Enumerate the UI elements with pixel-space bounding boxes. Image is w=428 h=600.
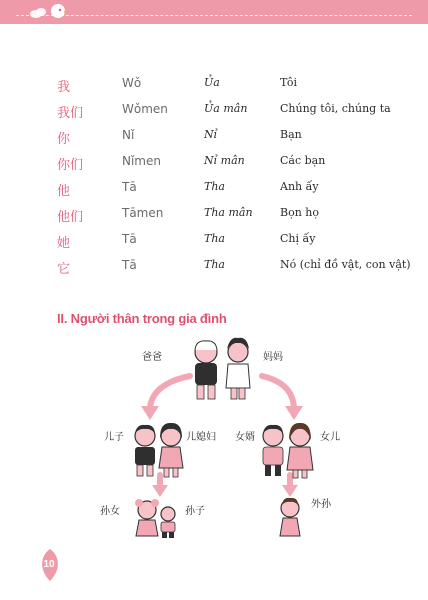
pinyin-cell: Wǒmen bbox=[122, 102, 168, 116]
label-daughter: 女儿 bbox=[320, 432, 340, 443]
meaning-cell: Nó (chỉ đồ vật, con vật) bbox=[280, 258, 411, 271]
granddaughter-figure bbox=[135, 499, 159, 536]
maternal-grandchild-figure bbox=[280, 498, 300, 536]
pinyin-cell: Tā bbox=[122, 180, 137, 194]
pinyin-cell: Wǒ bbox=[122, 76, 142, 90]
label-maternal-grandchild: 外孙 bbox=[311, 499, 331, 510]
pronunciation-cell: Ủa bbox=[204, 76, 220, 89]
pronunciation-cell: Tha bbox=[204, 180, 225, 193]
grandfather-figure bbox=[195, 341, 217, 399]
label-daughter-in-law: 儿媳妇 bbox=[186, 432, 216, 443]
meaning-cell: Tôi bbox=[280, 76, 298, 89]
grandson-figure bbox=[161, 507, 175, 538]
arrow-left-icon bbox=[141, 376, 190, 420]
pinyin-cell: Tā bbox=[122, 232, 137, 246]
pinyin-cell: Tāmen bbox=[122, 206, 164, 220]
label-grandson: 孙子 bbox=[185, 506, 205, 517]
pinyin-cell: Tā bbox=[122, 258, 137, 272]
section-title: II. Người thân trong gia đình bbox=[57, 311, 227, 326]
daughter-in-law-figure bbox=[159, 423, 183, 477]
pronunciation-cell: Tha bbox=[204, 232, 225, 245]
meaning-cell: Bọn họ bbox=[280, 206, 319, 219]
pronunciation-cell: Tha mân bbox=[204, 206, 253, 219]
hanzi-cell: 它 bbox=[57, 262, 71, 277]
meaning-cell: Anh ấy bbox=[280, 180, 319, 193]
hanzi-cell: 他 bbox=[57, 184, 71, 199]
label-grandfather: 爸爸 bbox=[142, 352, 162, 363]
meaning-cell: Chúng tôi, chúng ta bbox=[280, 102, 391, 115]
label-son-in-law: 女婿 bbox=[235, 432, 255, 443]
label-grandmother: 妈妈 bbox=[263, 352, 283, 363]
meaning-cell: Các bạn bbox=[280, 154, 326, 167]
pinyin-cell: Nǐ bbox=[122, 128, 135, 142]
hanzi-cell: 我们 bbox=[57, 106, 84, 121]
label-granddaughter: 孙女 bbox=[100, 506, 120, 517]
pronunciation-cell: Tha bbox=[204, 258, 225, 271]
meaning-cell: Chị ấy bbox=[280, 232, 316, 245]
daughter-figure bbox=[287, 423, 313, 478]
hanzi-cell: 你 bbox=[57, 132, 71, 147]
pronunciation-cell: Nỉ bbox=[204, 128, 218, 141]
hanzi-cell: 我 bbox=[57, 80, 71, 95]
pinyin-cell: Nǐmen bbox=[122, 154, 161, 168]
pronunciation-cell: Nỉ mân bbox=[204, 154, 245, 167]
pronunciation-cell: Ủa mân bbox=[204, 102, 248, 115]
hanzi-cell: 他们 bbox=[57, 210, 84, 225]
arrow-right-icon bbox=[262, 376, 303, 420]
hanzi-cell: 你们 bbox=[57, 158, 84, 173]
hanzi-cell: 她 bbox=[57, 236, 71, 251]
grandmother-figure bbox=[226, 338, 250, 399]
label-son: 儿子 bbox=[104, 432, 124, 443]
son-in-law-figure bbox=[263, 425, 283, 476]
meaning-cell: Bạn bbox=[280, 128, 302, 141]
page-number: 10 bbox=[43, 559, 55, 570]
son-figure bbox=[135, 425, 155, 476]
arrow-down-left-icon bbox=[152, 475, 168, 497]
